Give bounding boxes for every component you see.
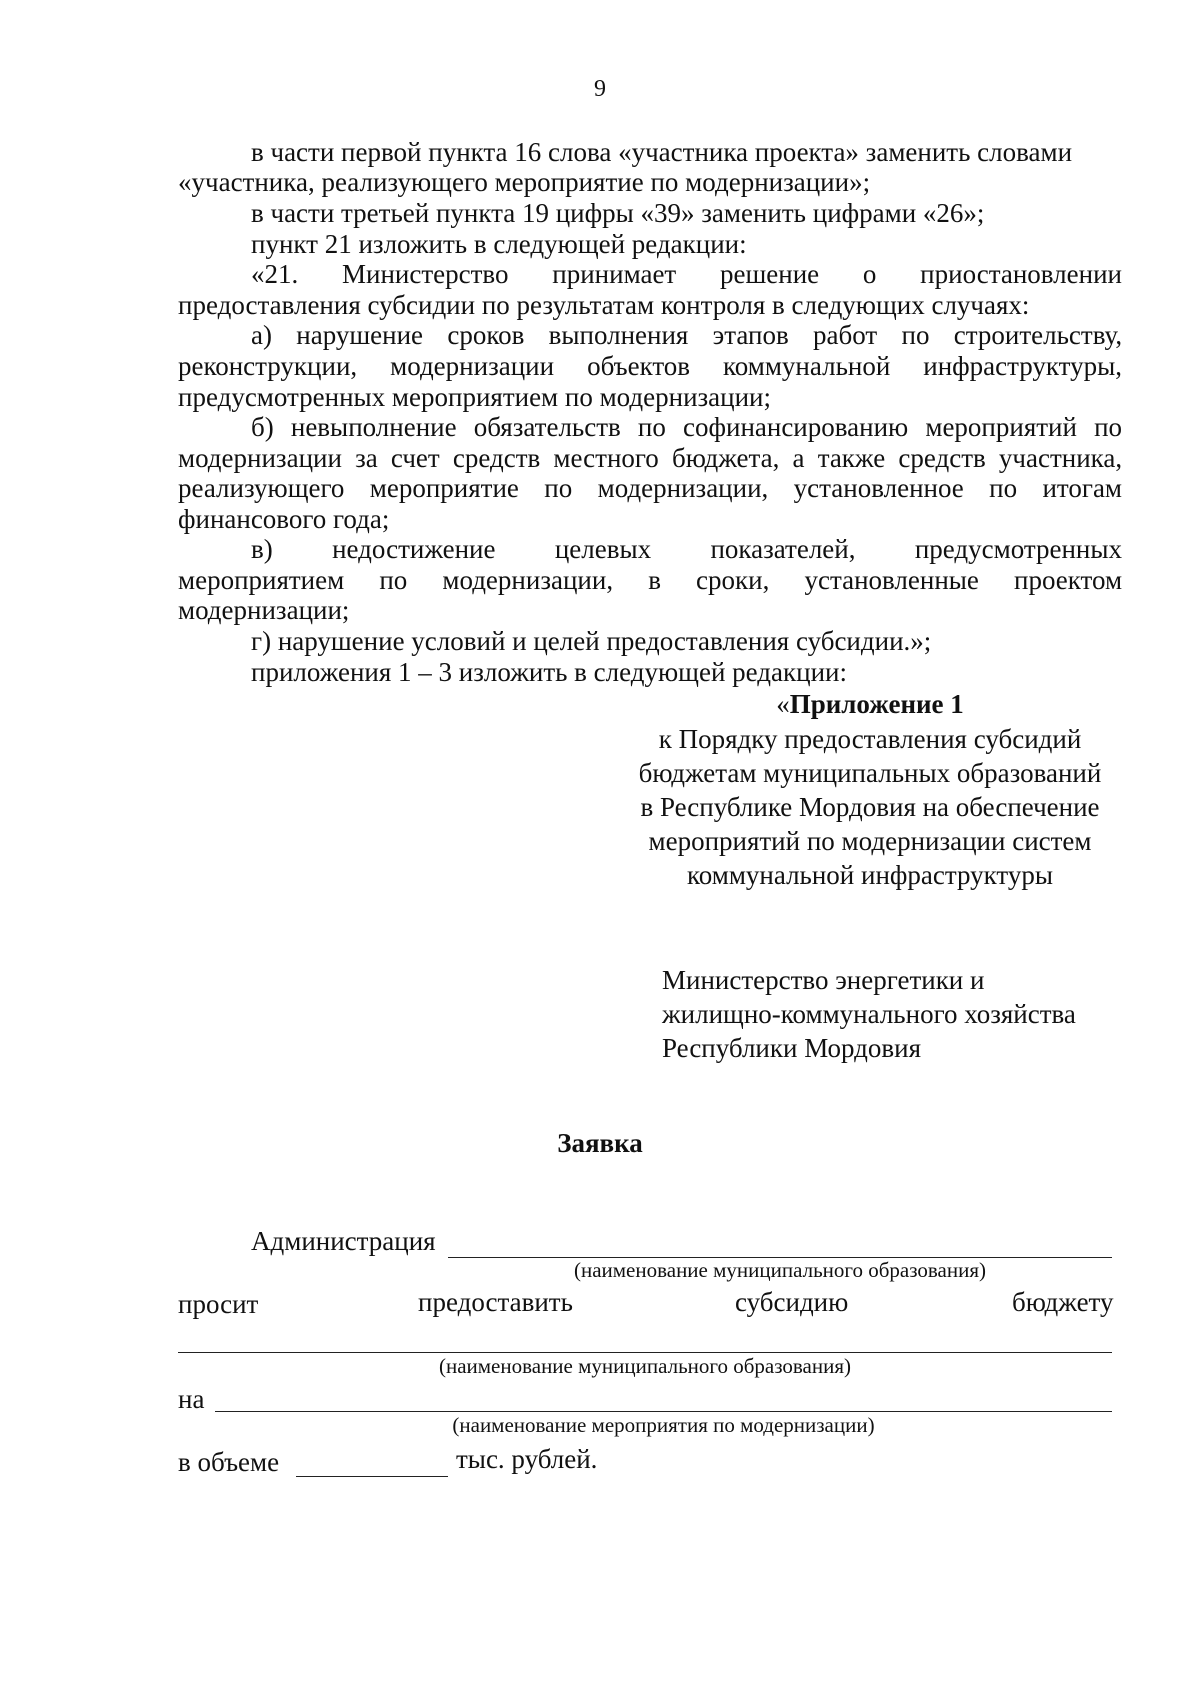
paragraph-line-justified: б) невыполнение обязательств по софинансированию мероприятий по bbox=[251, 412, 1123, 442]
paragraph-line: финансового года; bbox=[178, 504, 390, 534]
asks-word: предоставить bbox=[418, 1287, 573, 1317]
event-blank-line[interactable] bbox=[215, 1411, 1112, 1412]
paragraph-line: приложения 1 – 3 изложить в следующей редакции: bbox=[251, 657, 847, 687]
on-label: на bbox=[178, 1384, 205, 1414]
paragraph-line-justified: реконструкции, модернизации объектов коммунальной инфраструктуры, bbox=[178, 351, 1122, 381]
paragraph-line-justified: а) нарушение сроков выполнения этапов работ по строительству, bbox=[251, 320, 1123, 350]
appendix-open-quote: « bbox=[776, 689, 790, 719]
event-hint: (наименование мероприятия по модернизации) bbox=[452, 1413, 875, 1437]
paragraph-line: пункт 21 изложить в следующей редакции: bbox=[251, 229, 747, 259]
paragraph-line-justified: мероприятием по модернизации, в сроки, установленные проектом bbox=[178, 565, 1123, 595]
addressee-line: Республики Мордовия bbox=[662, 1033, 922, 1063]
appendix-line: в Республике Мордовия на обеспечение bbox=[640, 792, 1100, 822]
asks-word: просит bbox=[178, 1289, 259, 1319]
paragraph-line: в части первой пункта 16 слова «участника проекта» заменить словами bbox=[251, 137, 1073, 167]
paragraph-line: «участника, реализующего мероприятие по модернизации»; bbox=[178, 167, 871, 197]
appendix-line: коммунальной инфраструктуры bbox=[687, 860, 1053, 890]
paragraph-line-justified: модернизации за счет средств местного бюджета, а также средств участника, bbox=[178, 443, 1123, 473]
addressee-line: Министерство энергетики и bbox=[662, 965, 985, 995]
asks-word: субсидию bbox=[735, 1287, 849, 1317]
appendix-line: мероприятий по модернизации систем bbox=[648, 826, 1092, 856]
paragraph-line-justified: в) недостижение целевых показателей, предусмотренных bbox=[251, 534, 1123, 564]
appendix-line: бюджетам муниципальных образований bbox=[638, 758, 1102, 788]
page-number: 9 bbox=[594, 76, 606, 102]
administration-label: Администрация bbox=[251, 1226, 436, 1256]
paragraph-line: предусмотренных мероприятием по модернизации; bbox=[178, 382, 772, 412]
paragraph-line: г) нарушение условий и целей предоставления субсидии.»; bbox=[251, 626, 932, 656]
paragraph-line-justified: «21. Министерство принимает решение о приостановлении bbox=[251, 259, 1122, 289]
paragraph-line: модернизации; bbox=[178, 595, 350, 625]
paragraph-line: предоставления субсидии по результатам контроля в следующих случаях: bbox=[178, 290, 1030, 320]
volume-blank-line[interactable] bbox=[296, 1476, 448, 1477]
form-title: Заявка bbox=[557, 1128, 643, 1158]
appendix-title: Приложение 1 bbox=[789, 689, 964, 719]
appendix-heading bbox=[610, 688, 1130, 720]
municipality-blank-line-2[interactable] bbox=[178, 1352, 1112, 1353]
volume-unit: тыс. рублей. bbox=[456, 1444, 598, 1474]
asks-word: бюджету bbox=[1012, 1287, 1114, 1317]
paragraph-line-justified: реализующего мероприятие по модернизации, установленное по итогам bbox=[178, 473, 1123, 503]
municipality-hint-2: (наименование муниципального образования) bbox=[438, 1354, 852, 1378]
volume-label: в объеме bbox=[178, 1447, 280, 1477]
municipality-hint: (наименование муниципального образования) bbox=[573, 1258, 987, 1282]
paragraph-line: в части третьей пункта 19 цифры «39» заменить цифрами «26»; bbox=[251, 198, 985, 228]
addressee-line: жилищно-коммунального хозяйства bbox=[662, 999, 1076, 1029]
appendix-line: к Порядку предоставления субсидий bbox=[658, 724, 1082, 754]
